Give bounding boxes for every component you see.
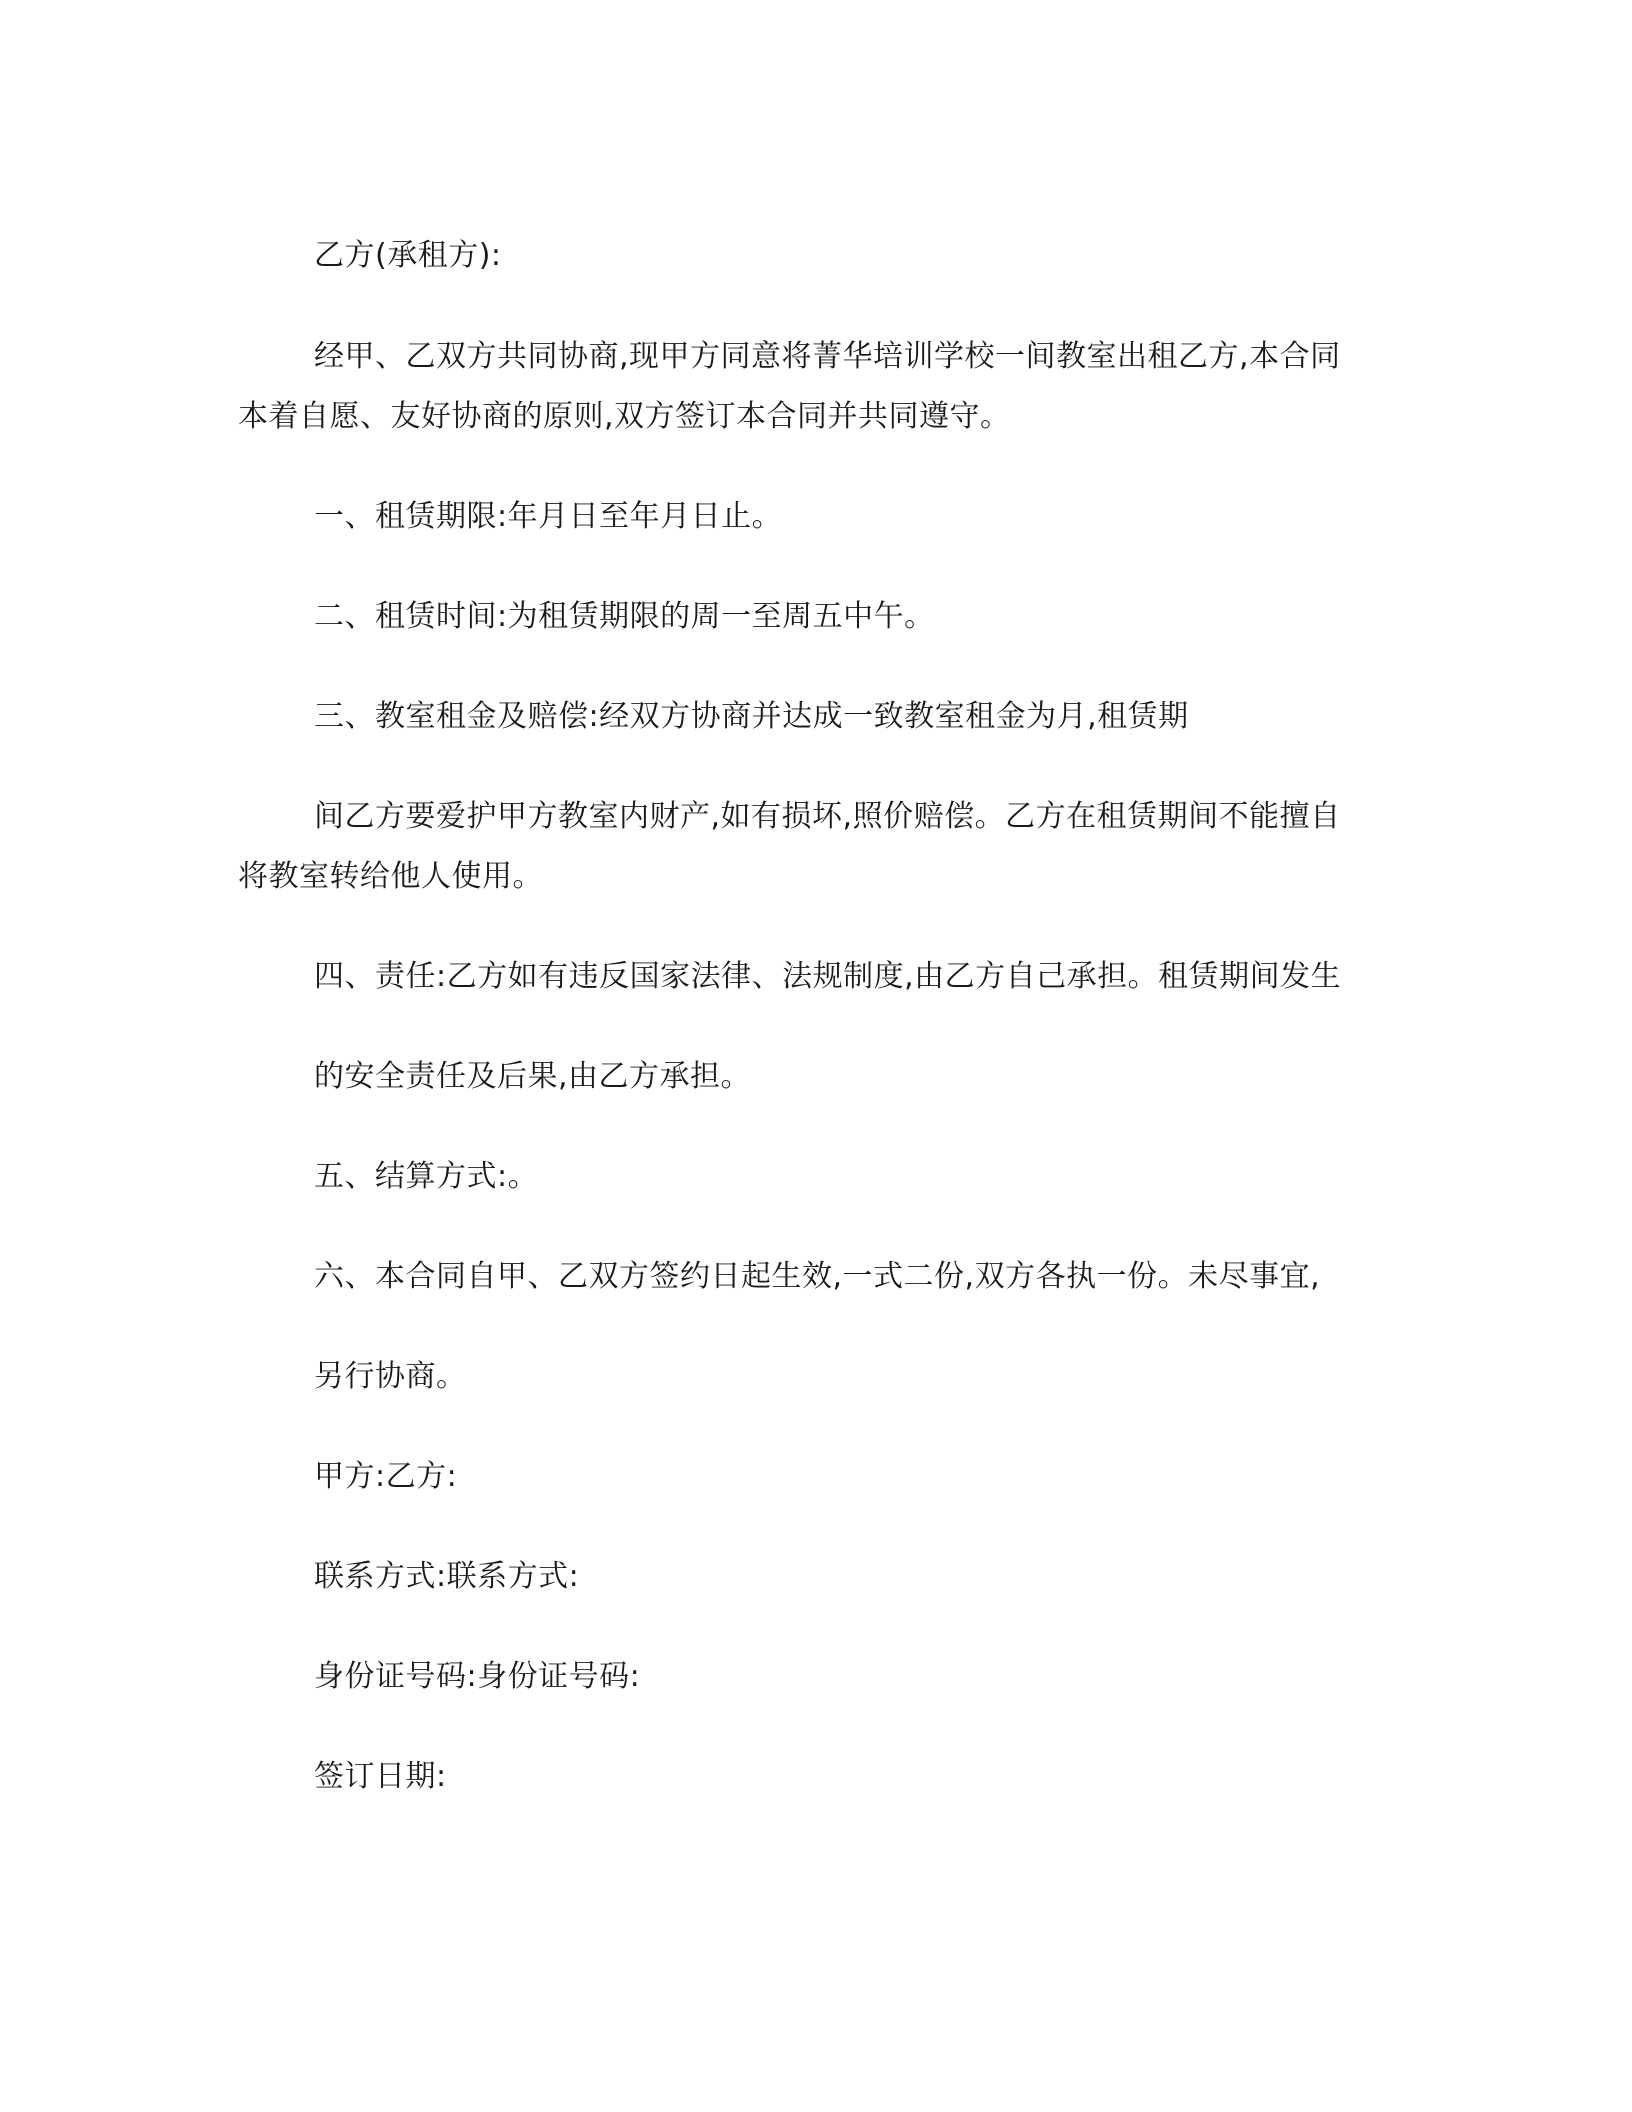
- clause-6-line-2: 另行协商。: [314, 1359, 467, 1394]
- clause-3-line-1: 三、教室租金及赔偿:经双方协商并达成一致教室租金为月,租赁期: [314, 699, 1189, 734]
- signature-id-number: 身份证号码:身份证号码:: [314, 1659, 641, 1694]
- clause-3-line-3: 将教室转给他人使用。: [238, 859, 543, 894]
- intro-paragraph-line-1: 经甲、乙双方共同协商,现甲方同意将菁华培训学校一间教室出租乙方,本合同: [314, 339, 1341, 374]
- clause-3-line-2: 间乙方要爱护甲方教室内财产,如有损坏,照价赔偿。乙方在租赁期间不能擅自: [314, 799, 1341, 834]
- signature-date: 签订日期:: [314, 1759, 447, 1794]
- clause-4-line-1: 四、责任:乙方如有违反国家法律、法规制度,由乙方自己承担。租赁期间发生: [314, 959, 1342, 994]
- clause-2-lease-time: 二、租赁时间:为租赁期限的周一至周五中午。: [314, 599, 935, 634]
- clause-4-line-2: 的安全责任及后果,由乙方承担。: [314, 1059, 752, 1094]
- clause-6-line-1: 六、本合同自甲、乙双方签约日起生效,一式二份,双方各执一份。未尽事宜,: [314, 1259, 1321, 1294]
- clause-5-settlement: 五、结算方式:。: [314, 1159, 539, 1194]
- party-b-label: 乙方(承租方):: [314, 238, 502, 273]
- clause-1-lease-term: 一、租赁期限:年月日至年月日止。: [314, 499, 783, 534]
- signature-contact: 联系方式:联系方式:: [314, 1559, 580, 1594]
- intro-paragraph-line-2: 本着自愿、友好协商的原则,双方签订本合同并共同遵守。: [238, 399, 1011, 434]
- signature-parties: 甲方:乙方:: [314, 1459, 458, 1494]
